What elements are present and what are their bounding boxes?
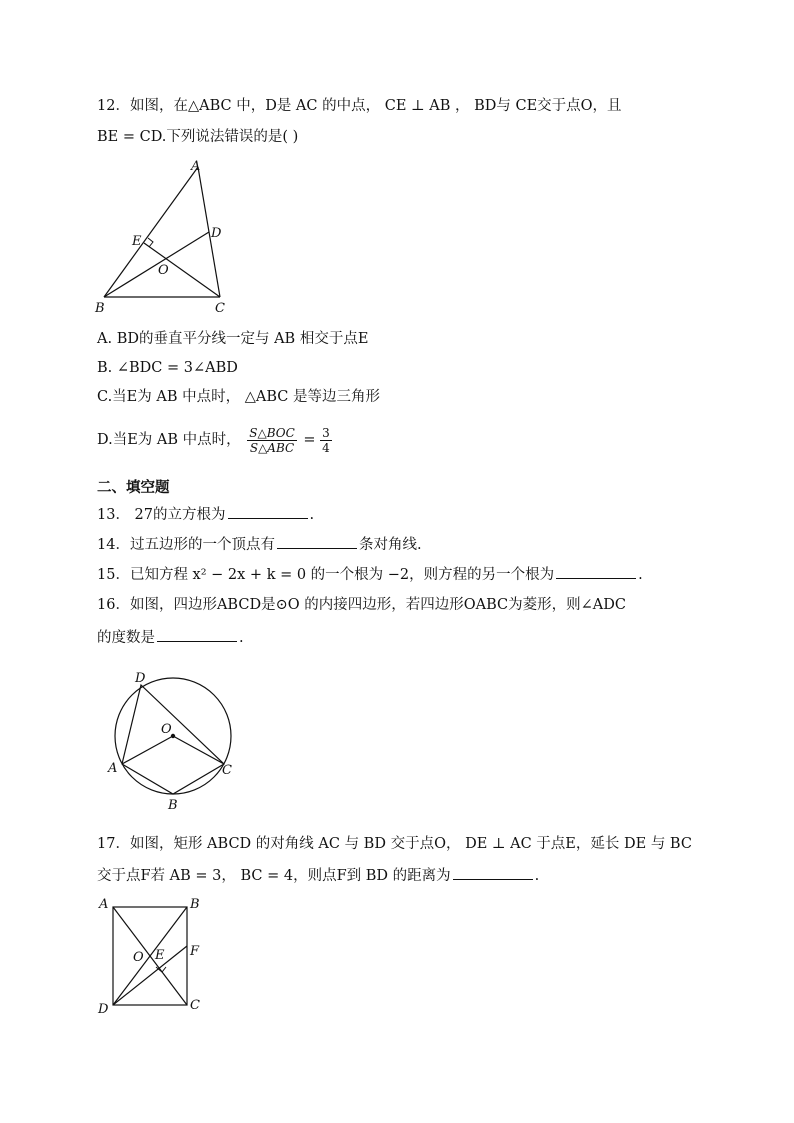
q16-line2-text: 的度数是 (97, 630, 155, 646)
q17-label-E: E (155, 948, 165, 963)
q15-text: 15．已知方程 x² − 2x + k = 0 的一个根为 −2，则方程的另一个根为 (97, 567, 555, 583)
q16-line2 (97, 627, 244, 648)
q12-option-d-prefix: D.当E为 AB 中点时， (97, 432, 241, 448)
q16-label-O: O (161, 722, 172, 737)
q12-option-d (97, 423, 332, 457)
q12-label-B: B (95, 301, 105, 316)
q15-answer-blank[interactable] (556, 564, 636, 579)
q17-line1: 17．如图，矩形 ABCD 的对角线 AC 与 BD 交于点O， DE ⊥ AC 于点E，延长 DE 与 BC (97, 836, 692, 852)
q12-option-d-val-num: 3 (322, 425, 330, 440)
q13-text: 13． 27的立方根为 (97, 507, 226, 523)
q17-label-C: C (190, 998, 200, 1013)
q14-end: 条对角线. (358, 537, 422, 553)
q16-line1: 16．如图，四边形ABCD是⊙O 的内接四边形，若四边形OABC为菱形，则∠ADC (97, 597, 626, 613)
q12-option-d-eq: = (303, 432, 316, 448)
section-title-fill-in: 二、填空题 (97, 480, 170, 496)
q12-option-a: A. BD的垂直平分线一定与 AB 相交于点E (97, 331, 369, 347)
q14 (97, 534, 422, 555)
q17-label-F: F (190, 944, 200, 959)
q12-option-d-value-fraction (320, 426, 332, 455)
q17-rectangle-figure (95, 893, 225, 1023)
q17-label-D: D (98, 1002, 109, 1017)
q16-label-C: C (222, 763, 232, 778)
q15-end: . (638, 567, 643, 583)
q12-label-D: D (211, 226, 222, 241)
q17-line2-text: 交于点F若 AB = 3， BC = 4，则点F到 BD 的距离为 (97, 868, 451, 884)
q13 (97, 504, 314, 525)
q12-option-d-frac-num: S△BOC (249, 425, 295, 440)
q12-line1: 12．如图，在△ABC 中，D是 AC 的中点， CE ⊥ AB ， BD与 CE交于点O，且 (97, 98, 622, 114)
q12-option-d-area-fraction (247, 426, 297, 455)
q16-label-B: B (168, 798, 178, 813)
q16-circle-figure (103, 666, 253, 816)
q13-end: . (309, 507, 315, 523)
q14-text: 14．过五边形的一个顶点有 (97, 537, 275, 553)
q17-end: . (534, 868, 540, 884)
q15 (97, 564, 643, 585)
q17-answer-blank[interactable] (453, 865, 533, 880)
q12-label-E: E (132, 234, 142, 249)
q12-option-c: C.当E为 AB 中点时， △ABC 是等边三角形 (97, 389, 380, 405)
q17-label-O: O (133, 950, 144, 965)
q12-triangle-figure (92, 157, 252, 317)
q14-answer-blank[interactable] (277, 534, 357, 549)
q16-end: . (239, 630, 244, 646)
q16-answer-blank[interactable] (157, 627, 237, 642)
q12-option-d-frac-den: S△ABC (249, 440, 295, 455)
q12-label-A: A (191, 159, 201, 174)
q17-label-B: B (190, 897, 200, 912)
q12-label-C: C (215, 301, 225, 316)
q16-label-D: D (135, 671, 146, 686)
q12-line2: BE = CD.下列说法错误的是( ) (97, 129, 299, 145)
q13-answer-blank[interactable] (228, 504, 308, 519)
q17-label-A: A (99, 897, 109, 912)
q12-option-d-val-den: 4 (322, 440, 330, 455)
q17-line2 (97, 865, 539, 886)
q12-option-b: B. ∠BDC = 3∠ABD (97, 360, 238, 376)
q16-label-A: A (108, 761, 118, 776)
q12-label-O: O (158, 263, 169, 278)
